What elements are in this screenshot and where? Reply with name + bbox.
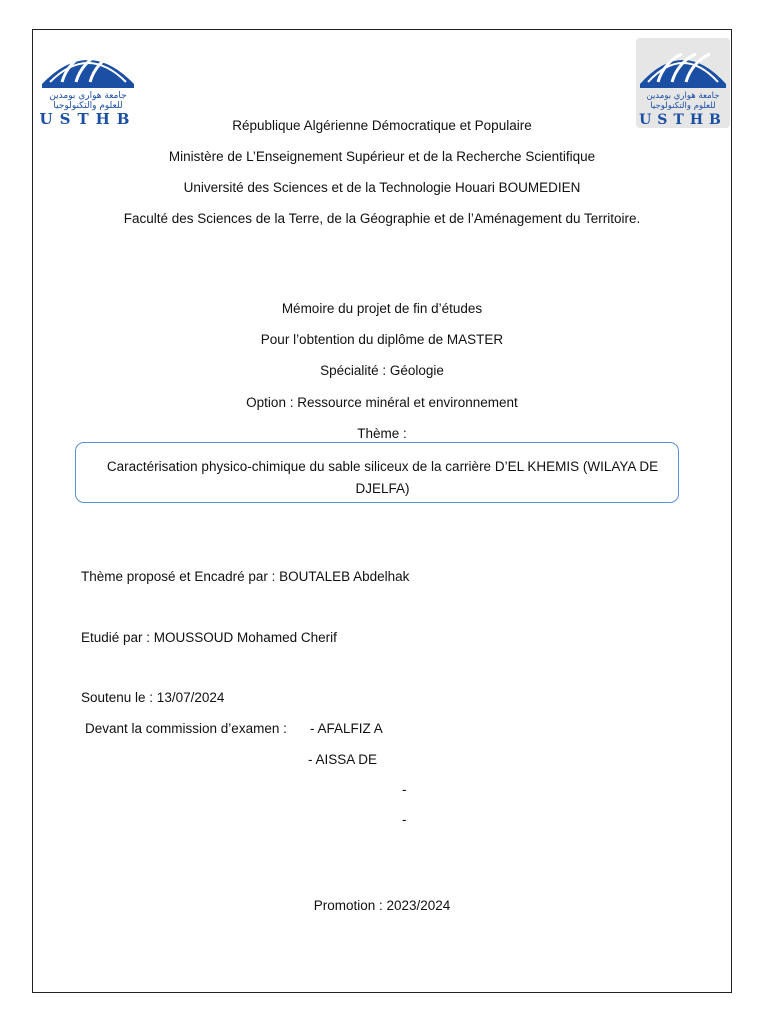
logo-arabic-line2: للعلوم والتكنولوجيا <box>53 101 123 111</box>
theme-label: Thème : <box>357 426 407 441</box>
memoire-specialite: Spécialité : Géologie <box>320 363 444 378</box>
page-border <box>32 29 732 993</box>
commission-label: Devant la commission d’examen : <box>85 721 287 736</box>
commission-member-2: - AISSA DE <box>308 752 378 767</box>
memoire-title: Mémoire du projet de fin d’études <box>281 301 483 316</box>
logo-acronym: USTHB <box>639 112 727 128</box>
header-ministry: Ministère de L’Enseignement Supérieur et de la Recherche Scientifique <box>168 149 596 164</box>
header-university: Université des Sciences et de la Technologie Houari BOUMEDIEN <box>183 180 581 195</box>
commission-member-4: - <box>402 812 407 827</box>
commission-member-3: - <box>402 782 407 797</box>
logo-arabic-line1: جامعة هواري بومدين <box>49 91 127 101</box>
logo-arabic-line1: جامعة هواري بومدين <box>646 91 720 101</box>
usthb-logo-left <box>36 38 140 128</box>
usthb-logo-right <box>636 38 730 128</box>
logo-acronym: USTHB <box>39 110 137 128</box>
promotion-line: Promotion : 2023/2024 <box>313 898 451 913</box>
etudie-line: Etudié par : MOUSSOUD Mohamed Cherif <box>81 630 337 645</box>
soutenu-line: Soutenu le : 13/07/2024 <box>81 690 225 705</box>
header-faculty: Faculté des Sciences de la Terre, de la Géographie et de l’Aménagement du Territoire. <box>123 211 641 226</box>
memoire-option: Option : Ressource minéral et environnement <box>246 395 518 410</box>
logo-arabic-line2: للعلوم والتكنولوجيا <box>650 101 716 111</box>
encadre-line: Thème proposé et Encadré par : BOUTALEB Abdelhak <box>81 569 410 584</box>
memoire-diploma: Pour l’obtention du diplôme de MASTER <box>260 332 504 347</box>
commission-member-1: - AFALFIZ A <box>310 721 383 736</box>
header-republic: République Algérienne Démocratique et Populaire <box>232 118 532 133</box>
theme-text: Caractérisation physico-chimique du sable siliceux de la carrière D’EL KHEMIS (WILAYA DE DJELFA) <box>106 459 659 496</box>
